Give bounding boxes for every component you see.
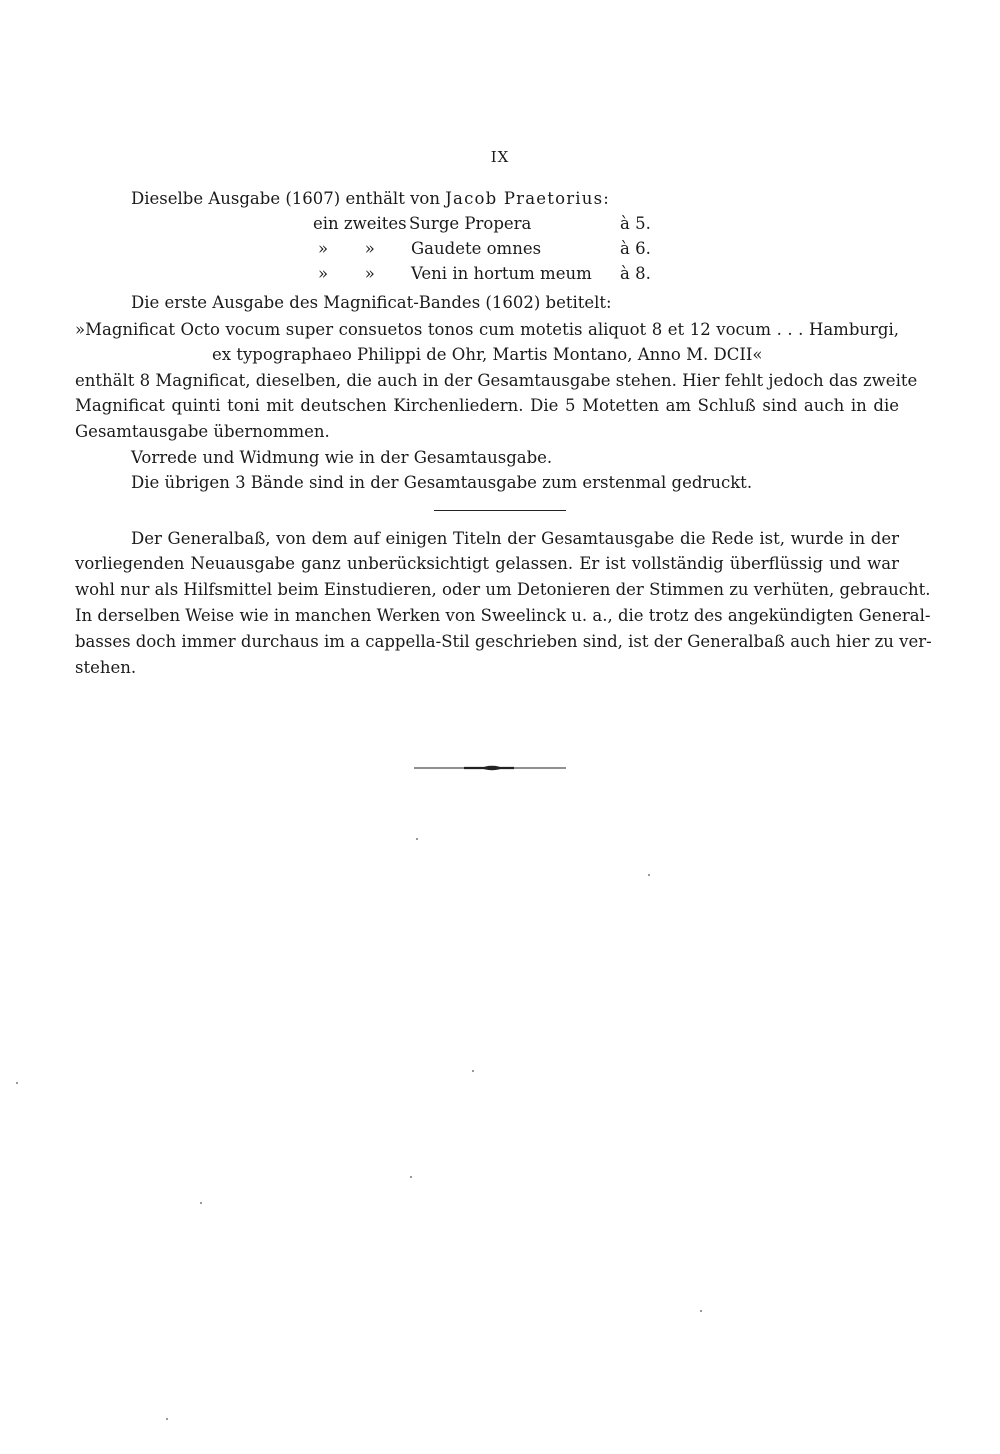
paper-speck <box>166 1418 168 1420</box>
edition-title-line: ex typographaeo Philippi de Ohr, Martis Montano, Anno M. DCII« <box>212 345 763 364</box>
page-number: IX <box>490 148 510 166</box>
paper-speck <box>472 1070 474 1072</box>
edition-body-line: Gesamtausgabe übernommen. <box>75 422 330 441</box>
edition-title-line: »Magnificat Octo vocum super consuetos tonos cum motetis aliquot 8 et 12 vocum . . . Hamburgi, <box>75 320 899 339</box>
paper-speck <box>648 874 650 876</box>
paper-speck <box>410 1176 412 1178</box>
motet-title: Surge Propera <box>409 214 532 233</box>
motet-title: Gaudete omnes <box>411 239 542 258</box>
paper-speck <box>200 1202 202 1204</box>
motet-prefix: ein zweites <box>313 214 407 233</box>
edition-note: Die übrigen 3 Bände sind in der Gesamtausgabe zum erstenmal gedruckt. <box>131 473 753 492</box>
generalbass-line: Der Generalbaß, von dem auf einigen Titeln der Gesamtausgabe die Rede ist, wurde in der <box>131 529 899 548</box>
intro-text: Dieselbe Ausgabe (1607) enthält von <box>131 189 440 208</box>
generalbass-line: basses doch immer durchaus im a cappella-Stil geschrieben sind, ist der Generalbaß auch hier zu ver- <box>75 632 932 651</box>
motet-voices: à 6. <box>620 239 651 258</box>
paper-speck <box>16 1082 18 1084</box>
motet-prefix: » » <box>318 264 375 283</box>
motet-prefix: » » <box>318 239 375 258</box>
section-divider <box>434 510 566 511</box>
paper-speck <box>416 838 418 840</box>
paper-speck <box>700 1310 702 1312</box>
intro-line <box>131 187 610 211</box>
edition-note: Vorrede und Widmung wie in der Gesamtausgabe. <box>131 448 553 467</box>
edition-body-line: Magnificat quinti toni mit deutschen Kirchenliedern. Die 5 Motetten am Schluß sind auch in die <box>75 396 899 415</box>
edition-body-line: enthält 8 Magnificat, dieselben, die auch in der Gesamtausgabe stehen. Hier fehlt jedoch das zweite <box>75 371 918 390</box>
composer-name: Jacob Praetorius: <box>445 189 611 208</box>
generalbass-line: wohl nur als Hilfsmittel beim Einstudieren, oder um Detonieren der Stimmen zu verhüten, gebraucht. <box>75 580 931 599</box>
end-ornament <box>414 764 566 772</box>
motet-title: Veni in hortum meum <box>411 264 592 283</box>
generalbass-line: vorliegenden Neuausgabe ganz unberücksichtigt gelassen. Er ist vollständig überflüssig und war <box>75 554 899 573</box>
generalbass-line: In derselben Weise wie in manchen Werken von Sweelinck u. a., die trotz des angekündigten General- <box>75 606 931 625</box>
motet-voices: à 8. <box>620 264 651 283</box>
edition-heading: Die erste Ausgabe des Magnificat-Bandes (1602) betitelt: <box>131 293 612 312</box>
motet-voices: à 5. <box>620 214 651 233</box>
generalbass-line: stehen. <box>75 658 137 677</box>
